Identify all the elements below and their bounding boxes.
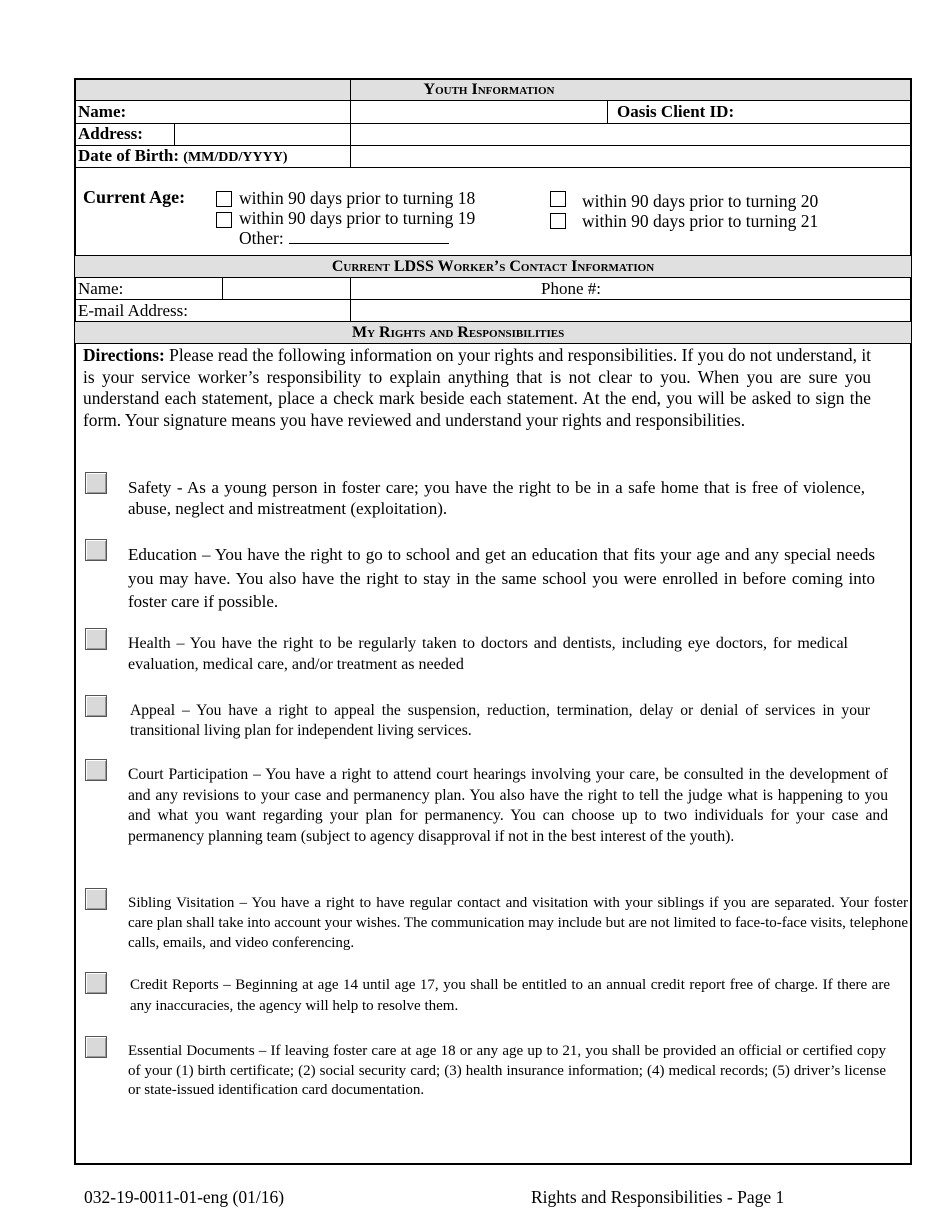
address-label: Address: bbox=[78, 124, 143, 143]
worker-name-field[interactable] bbox=[223, 278, 350, 299]
safety-checkbox[interactable] bbox=[85, 472, 107, 494]
age-18-checkbox[interactable] bbox=[216, 191, 232, 207]
age-19-checkbox[interactable] bbox=[216, 212, 232, 228]
age-other-label: Other: bbox=[239, 228, 284, 248]
age-21-checkbox[interactable] bbox=[550, 213, 566, 229]
worker-phone-label: Phone #: bbox=[541, 279, 601, 298]
dob-format: (MM/DD/YYYY) bbox=[183, 150, 288, 165]
oasis-id-label: Oasis Client ID: bbox=[617, 102, 735, 121]
dob-label: Date of Birth: bbox=[78, 146, 180, 165]
dob-field[interactable] bbox=[351, 146, 910, 167]
address-field[interactable] bbox=[175, 124, 910, 145]
safety-text: Safety - As a young person in foster care; you have the right to be in a safe home that is free of violence, abuse, neglect and mistreatment (exploitation). bbox=[128, 478, 865, 518]
page-label: Rights and Responsibilities - Page 1 bbox=[531, 1187, 785, 1207]
directions-label: Directions: bbox=[83, 345, 165, 365]
age-20-checkbox[interactable] bbox=[550, 191, 566, 207]
directions-text: Please read the following information on your rights and responsibilities. If you do not understand, it is your service worker’s responsibility to explain anything that is not clear to you. When you are sure you understand each statement, place a check mark beside each statement. At the end, you will be asked to sign the form. Your signature means you have reviewed and understand your rights and responsibilities. bbox=[83, 345, 871, 430]
rights-heading: My Rights and Responsibilities bbox=[352, 324, 565, 341]
youth-name-field[interactable] bbox=[351, 101, 607, 123]
age-18-label: within 90 days prior to turning 18 bbox=[239, 188, 476, 208]
worker-email-label: E-mail Address: bbox=[78, 301, 189, 320]
sibling-visitation-checkbox[interactable] bbox=[85, 888, 107, 910]
form-number: 032-19-0011-01-eng (01/16) bbox=[84, 1187, 285, 1207]
worker-name-label: Name: bbox=[78, 279, 124, 298]
court-participation-checkbox[interactable] bbox=[85, 759, 107, 781]
youth-name-label: Name: bbox=[78, 102, 127, 121]
age-20-label: within 90 days prior to turning 20 bbox=[582, 191, 819, 211]
directions bbox=[83, 345, 871, 431]
age-other-field[interactable] bbox=[289, 243, 449, 244]
education-text: Education – You have the right to go to school and get an education that fits your age and any special needs you may have. You also have the right to stay in the same school you were enrolled in before coming into foster care if possible. bbox=[128, 545, 875, 611]
court-participation-text: Court Participation – You have a right to attend court hearings involving your care, be consulted in the development of and any revisions to your case and permanency plan. You also have the right to tell the judge what is happening to you and what you want regarding your plan for permanency. You can choose up to two individuals for your case and permanency planning team (subject to agency disapproval if not in the best interest of the youth). bbox=[128, 766, 888, 846]
essential-documents-checkbox[interactable] bbox=[85, 1036, 107, 1058]
health-checkbox[interactable] bbox=[85, 628, 107, 650]
credit-reports-text: Credit Reports – Beginning at age 14 until age 17, you shall be entitled to an annual credit report free of charge. If there are any inaccuracies, the agency will help to resolve them. bbox=[130, 977, 890, 1014]
youth-info-heading: Youth Information bbox=[423, 81, 555, 98]
appeal-text: Appeal – You have a right to appeal the suspension, reduction, termination, delay or denial of services in your transitional living plan for independent living services. bbox=[130, 702, 870, 739]
age-21-label: within 90 days prior to turning 21 bbox=[582, 211, 819, 231]
age-19-label: within 90 days prior to turning 19 bbox=[239, 208, 476, 228]
worker-info-heading: Current LDSS Worker’s Contact Information bbox=[331, 258, 655, 275]
appeal-checkbox[interactable] bbox=[85, 695, 107, 717]
worker-phone-field[interactable] bbox=[610, 278, 910, 299]
sibling-visitation-text: Sibling Visitation – You have a right to have regular contact and visitation with your siblings if you are separated. Your foster care plan shall take into account your wishes. The communication may include but are not limited to face-to-face visits, telephone calls, emails, and video conferencing. bbox=[128, 895, 908, 951]
current-age-label: Current Age: bbox=[83, 187, 186, 207]
oasis-id-field[interactable] bbox=[760, 101, 910, 123]
health-text: Health – You have the right to be regularly taken to doctors and dentists, including eye doctors, for medical evaluation, medical care, and/or treatment as needed bbox=[128, 635, 848, 673]
dob-label-group bbox=[78, 146, 287, 168]
essential-documents-text: Essential Documents – If leaving foster care at age 18 or any age up to 21, you shall be provided an official or certified copy of your (1) birth certificate; (2) social security card; (3) health insurance information; (4) medical records; (5) driver’s license or state-issued identification card documentation. bbox=[128, 1043, 886, 1098]
education-checkbox[interactable] bbox=[85, 539, 107, 561]
credit-reports-checkbox[interactable] bbox=[85, 972, 107, 994]
worker-email-field[interactable] bbox=[351, 300, 910, 321]
